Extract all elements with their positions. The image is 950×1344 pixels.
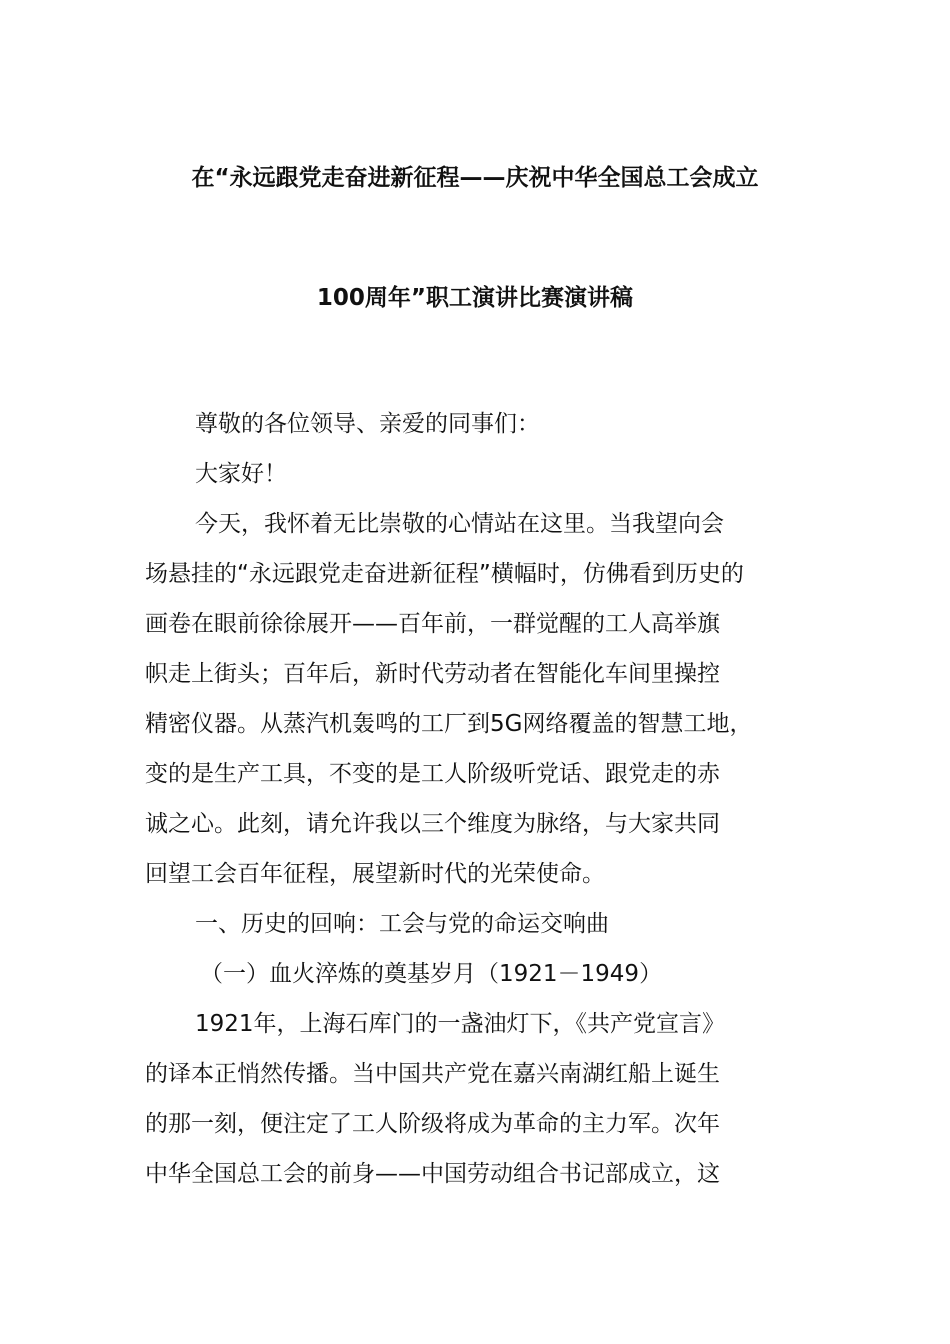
greeting-line: 大家好！	[195, 461, 287, 487]
subsection-heading: （一）血火淬炼的奠基岁月（1921－1949）	[200, 961, 663, 987]
paragraph-1-line: 帜走上街头；百年后，新时代劳动者在智能化车间里操控	[145, 661, 720, 687]
paragraph-1-line: 回望工会百年征程，展望新时代的光荣使命。	[145, 861, 605, 887]
paragraph-2-line: 的那一刻，便注定了工人阶级将成为革命的主力军。次年	[145, 1111, 720, 1137]
paragraph-1-line: 今天，我怀着无比崇敬的心情站在这里。当我望向会	[195, 511, 724, 537]
document-title-line-1: 在“永远跟党走奋进新征程——庆祝中华全国总工会成立	[191, 165, 759, 191]
section-heading: 一、历史的回响：工会与党的命运交响曲	[195, 911, 609, 937]
salutation-line: 尊敬的各位领导、亲爱的同事们：	[195, 411, 540, 437]
paragraph-1-line: 变的是生产工具，不变的是工人阶级听党话、跟党走的赤	[145, 761, 720, 787]
paragraph-2-line: 1921年，上海石库门的一盏油灯下，《共产党宣言》	[195, 1011, 726, 1037]
paragraph-1-line: 精密仪器。从蒸汽机轰鸣的工厂到5G网络覆盖的智慧工地，	[145, 711, 753, 737]
paragraph-2-line: 中华全国总工会的前身——中国劳动组合书记部成立，这	[145, 1161, 720, 1187]
paragraph-1-line: 诚之心。此刻，请允许我以三个维度为脉络，与大家共同	[145, 811, 720, 837]
document-title-line-2: 100周年”职工演讲比赛演讲稿	[316, 285, 634, 311]
document-body	[145, 399, 835, 1199]
paragraph-1-line: 画卷在眼前徐徐展开——百年前，一群觉醒的工人高举旗	[145, 611, 720, 637]
paragraph-2-line: 的译本正悄然传播。当中国共产党在嘉兴南湖红船上诞生	[145, 1061, 720, 1087]
paragraph-1-line: 场悬挂的“永远跟党走奋进新征程”横幅时，仿佛看到历史的	[145, 561, 744, 587]
